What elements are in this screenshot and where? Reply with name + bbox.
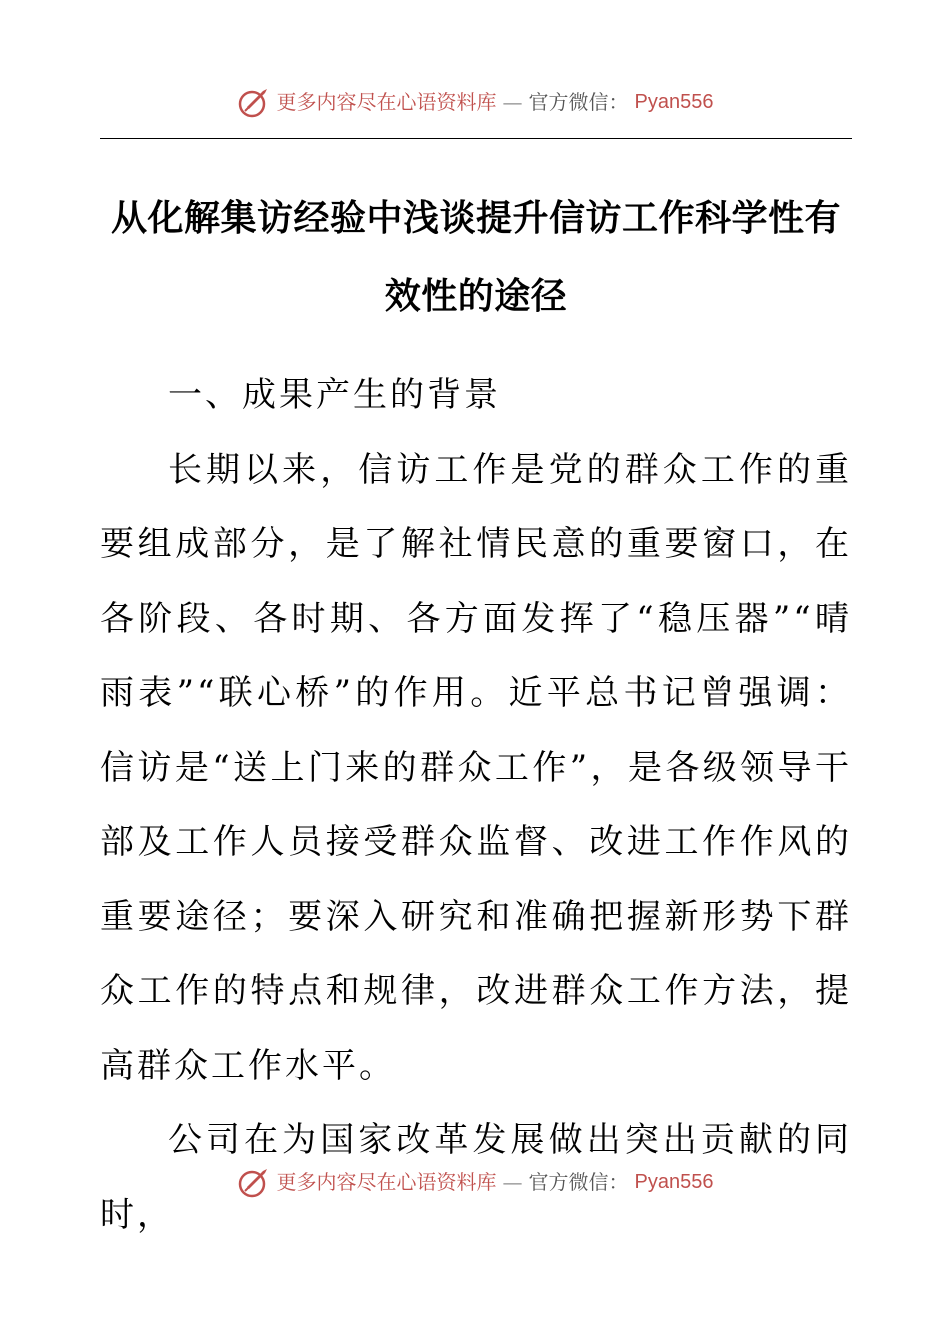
banner-dash: — [502, 90, 523, 114]
banner-text: 更多内容尽在心语资料库 [276, 1170, 497, 1194]
footer-banner [0, 1162, 950, 1202]
banner-text: 更多内容尽在心语资料库 [276, 90, 497, 114]
header-divider [100, 138, 852, 139]
paragraph: 长期以来，信访工作是党的群众工作的重要组成部分，是了解社情民意的重要窗口，在各阶段、各时期、各方面发挥了“稳压器”“晴雨表”“联心桥”的作用。近平总书记曾强调：信访是“送上门来的群众工作”，是各级领导干部及工作人员接受群众监督、改进工作作风的重要途径；要深入研究和准确把握新形势下群众工作的特点和规律，改进群众工作方法，提高群众工作水平。 [100, 449, 852, 1086]
document-title: 从化解集访经验中浅谈提升信访工作科学性有效性的途径 [110, 198, 841, 317]
section-heading: 一、成果产生的背景 [168, 375, 501, 415]
header-banner [0, 82, 950, 122]
quill-logo-icon [237, 1165, 271, 1199]
banner-wechat-label: 官方微信： [528, 1170, 629, 1194]
banner-wechat-id: Pyan556 [634, 1171, 714, 1193]
paragraph: 公司在为国家改革发展做出突出贡献的同时， [100, 1120, 852, 1235]
banner-dash: — [502, 1170, 523, 1194]
quill-logo-icon [237, 85, 271, 119]
banner-wechat-id: Pyan556 [634, 91, 714, 113]
banner-wechat-label: 官方微信： [528, 90, 629, 114]
document-body [100, 358, 852, 1252]
